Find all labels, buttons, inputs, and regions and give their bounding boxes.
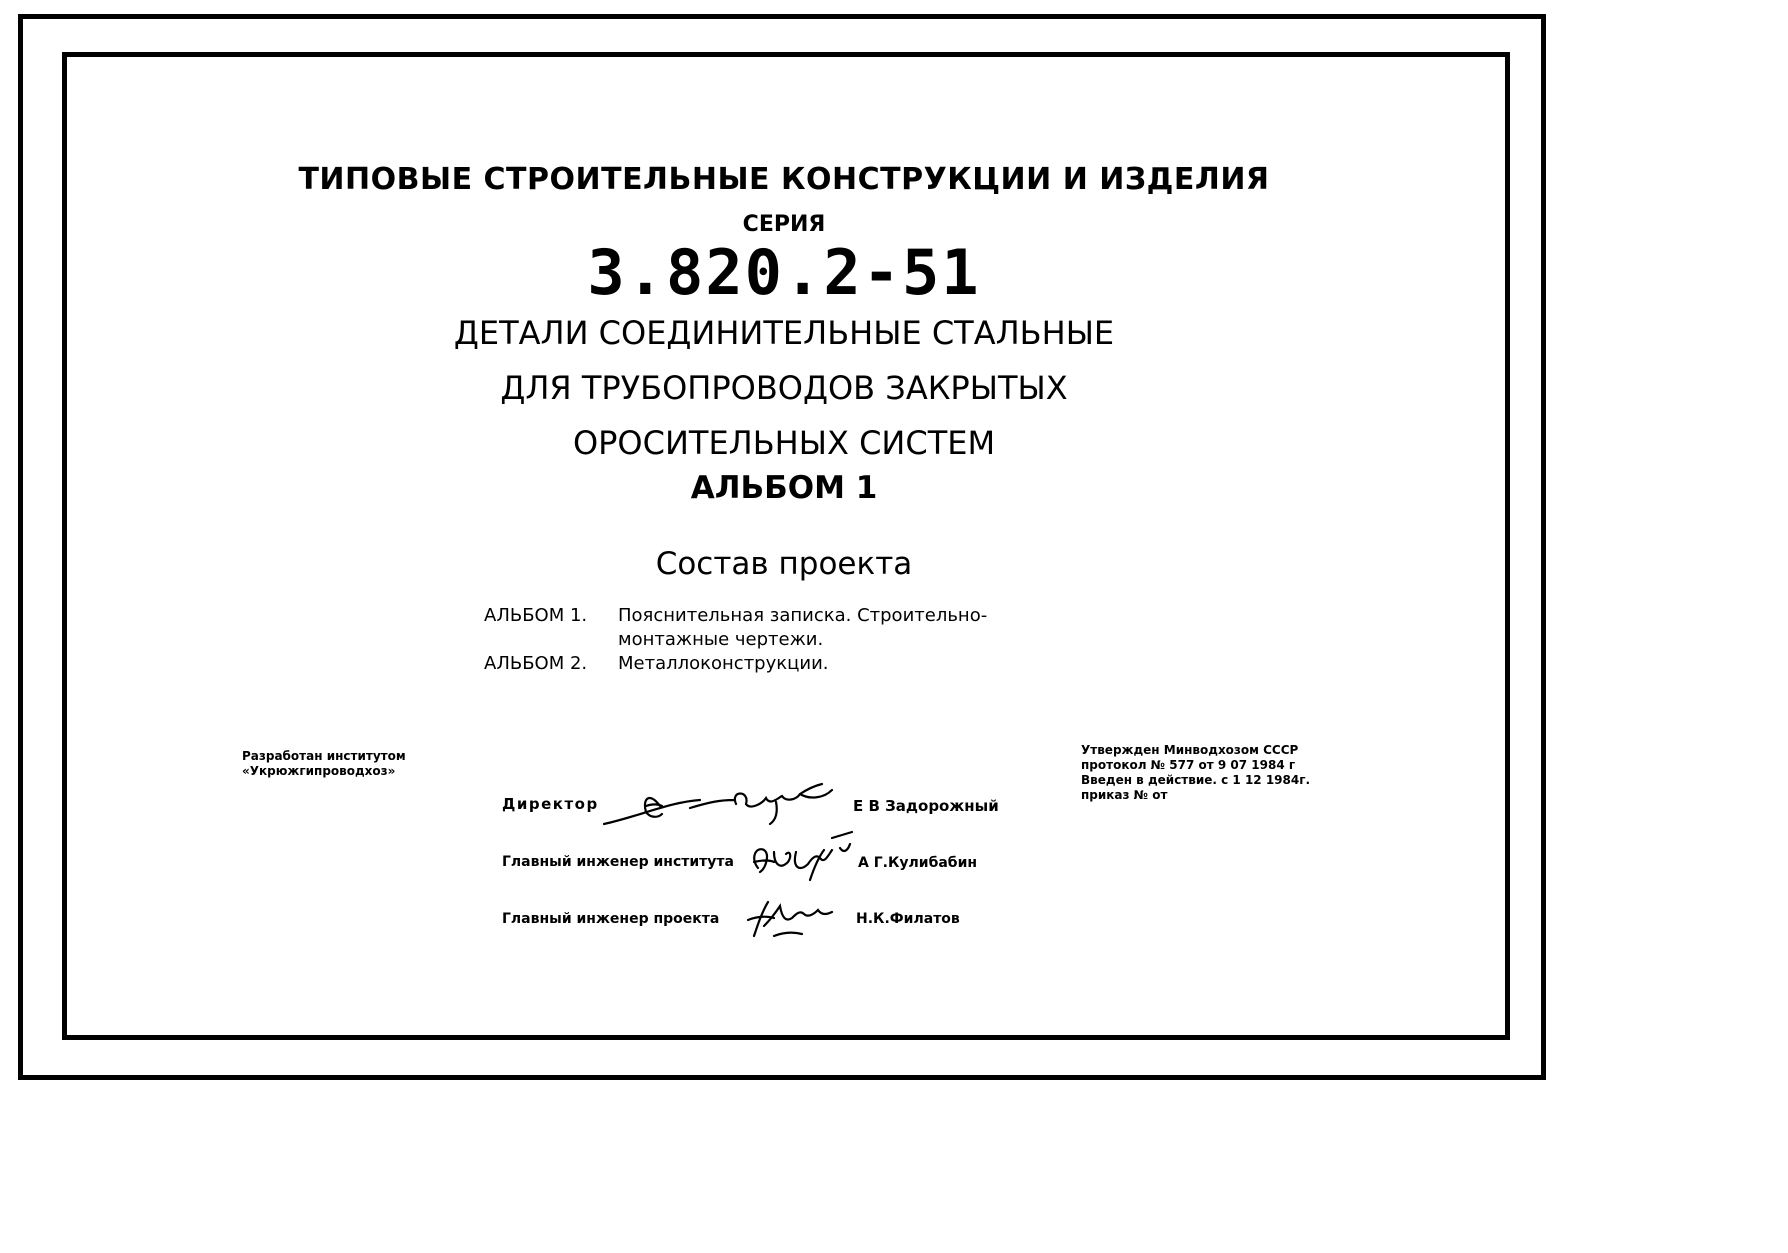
title-line: ОРОСИТЕЛЬНЫХ СИСТЕМ <box>572 424 996 462</box>
approval-line: Утвержден Минводхозом СССР <box>1081 743 1299 757</box>
title-line: ДЕТАЛИ СОЕДИНИТЕЛЬНЫЕ СТАЛЬНЫЕ <box>453 314 1115 352</box>
director-signature <box>600 778 840 828</box>
chief-engineer-institute-role: Главный инженер института <box>502 854 734 870</box>
album-label: АЛЬБОМ 1 <box>690 470 878 506</box>
title-line: ДЛЯ ТРУБОПРОВОДОВ ЗАКРЫТЫХ <box>500 369 1068 407</box>
developer-line: Разработан институтом <box>242 749 406 763</box>
contents-item-key: АЛЬБОМ 2. <box>484 653 588 674</box>
director-name: Е В Задорожный <box>853 797 999 815</box>
chief-engineer-institute-signature <box>740 828 860 888</box>
director-role: Директор <box>502 795 599 813</box>
contents-item-key: АЛЬБОМ 1. <box>484 605 588 626</box>
approval-block <box>1081 743 1310 803</box>
contents-item <box>484 652 987 676</box>
contents-item <box>484 604 987 652</box>
chief-engineer-institute-name: А Г.Кулибабин <box>858 855 978 871</box>
series-number: 3.820.2-51 <box>587 236 981 309</box>
chief-engineer-project-signature <box>744 896 834 942</box>
category-heading: ТИПОВЫЕ СТРОИТЕЛЬНЫЕ КОНСТРУКЦИИ И ИЗДЕЛИЯ <box>298 162 1270 197</box>
contents-item-text: монтажные чертежи. <box>618 629 824 650</box>
series-label: СЕРИЯ <box>742 212 826 237</box>
contents-heading: Состав проекта <box>655 546 913 582</box>
developer-line: «Укрюжгипроводхоз» <box>242 764 396 778</box>
approval-line: протокол № 577 от 9 07 1984 г <box>1081 758 1296 772</box>
contents-list <box>484 604 987 676</box>
chief-engineer-project-role: Главный инженер проекта <box>502 911 720 927</box>
approval-line: приказ № от <box>1081 788 1168 802</box>
developer-block <box>242 749 406 779</box>
contents-item-text: Пояснительная записка. Строительно- <box>618 605 988 626</box>
contents-item-text: Металлоконструкции. <box>618 653 829 674</box>
document-title <box>0 306 1568 471</box>
approval-line: Введен в действие. с 1 12 1984г. <box>1081 773 1311 787</box>
chief-engineer-project-name: Н.К.Филатов <box>856 911 960 927</box>
